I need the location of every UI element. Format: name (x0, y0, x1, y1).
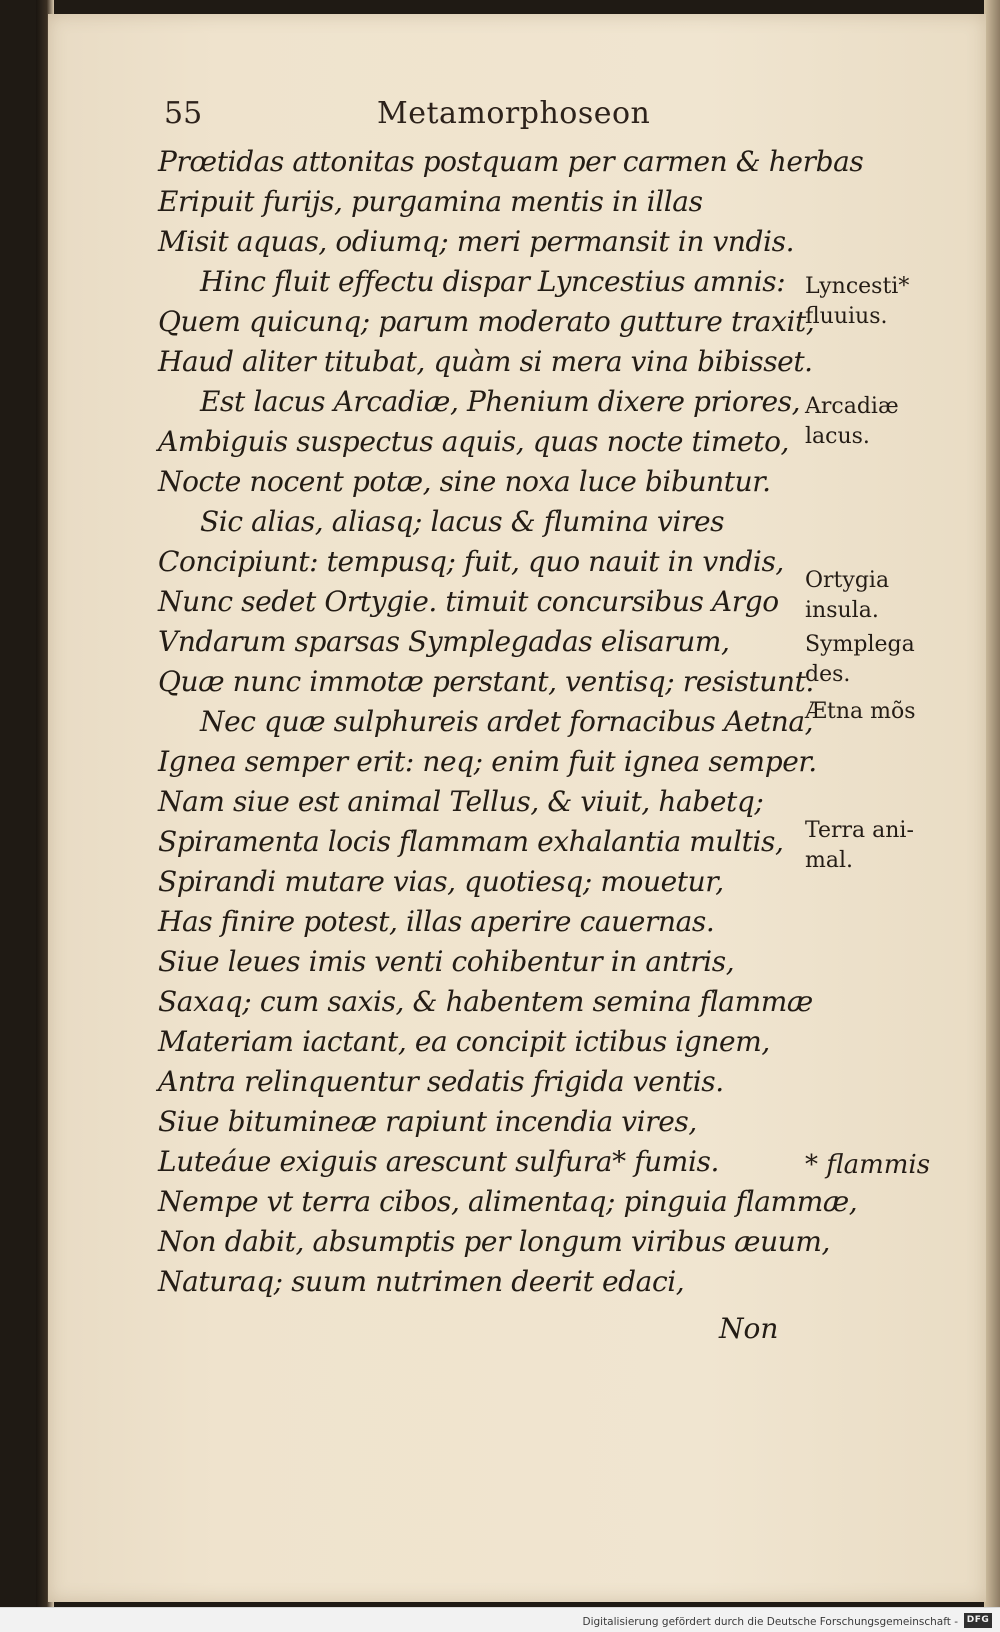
verse-line: Spiramenta locis flammam exhalantia multis, (158, 825, 784, 858)
verse-line: Materiam iactant, ea concipit ictibus ignem, (158, 1025, 770, 1058)
page-number: 55 (164, 96, 203, 131)
verse-line: Non dabit, absumptis per longum viribus æuum, (158, 1225, 831, 1258)
verse-line: Ambiguis suspectus aquis, quas nocte timeto, (158, 425, 790, 458)
verse-line: Hinc fluit effectu dispar Lyncestius amnis: (200, 265, 786, 298)
marginal-notes (805, 0, 955, 1600)
verse-line: Misit aquas, odiumq; meri permansit in vndis. (158, 225, 795, 258)
marginal-note: insula. (805, 598, 879, 623)
marginal-note: * flammis (805, 1150, 931, 1180)
verse-line: Nunc sedet Ortygie. timuit concursibus Argo (158, 585, 779, 618)
verse-line: Quæ nunc immotæ perstant, ventisq; resistunt. (158, 665, 814, 698)
marginal-note: lacus. (805, 424, 870, 449)
verse-line: Siue bitumineæ rapiunt incendia vires, (158, 1105, 697, 1138)
verse-line: Spirandi mutare vias, quotiesq; mouetur, (158, 865, 724, 898)
verse-line: Quem quicunq; parum moderato gutture traxit, (158, 305, 815, 338)
verse-line: Haud aliter titubat, quàm si mera vina bibisset. (158, 345, 813, 378)
marginal-note: Arcadiæ (805, 394, 899, 419)
verse-line: Nocte nocent potæ, sine noxa luce bibuntur. (158, 465, 771, 498)
marginal-note: fluuius. (805, 304, 888, 329)
footer-bar (0, 1607, 1000, 1632)
marginal-note: des. (805, 662, 851, 687)
verse-line: Nec quæ sulphureis ardet fornacibus Aetna, (200, 705, 814, 738)
verse-line: Sic alias, aliasq; lacus & flumina vires (200, 505, 725, 538)
marginal-note: Symplega (805, 632, 915, 657)
verse-line: Eripuit furijs, purgamina mentis in illas (158, 185, 703, 218)
marginal-note: Terra ani- (805, 818, 914, 843)
verse-line: Has finire potest, illas aperire cauernas. (158, 905, 715, 938)
marginal-note: Ætna mõs (805, 699, 916, 724)
funding-credit: Digitalisierung gefördert durch die Deutsche Forschungsgemeinschaft - (582, 1616, 958, 1628)
dfg-logo: DFG (964, 1613, 992, 1628)
page-edge (984, 0, 1000, 1632)
verse-line: Concipiunt: tempusq; fuit, quo nauit in vndis, (158, 545, 784, 578)
verse-line: Naturaq; suum nutrimen deerit edaci, (158, 1265, 685, 1298)
verse-line: Vndarum sparsas Symplegadas elisarum, (158, 625, 730, 658)
running-title: Metamorphoseon (377, 96, 651, 131)
verse-line: Saxaq; cum saxis, & habentem semina flammæ (158, 985, 813, 1018)
marginal-note: Ortygia (805, 568, 890, 593)
verse-line: Prœtidas attonitas postquam per carmen & herbas (158, 145, 864, 178)
marginal-note: Lyncesti* (805, 274, 910, 299)
verse-line: Ignea semper erit: neq; enim fuit ignea semper. (158, 745, 817, 778)
page-header (164, 92, 684, 136)
verse-line: Nam siue est animal Tellus, & viuit, habetq; (158, 785, 764, 818)
verse-line: Luteáue exiguis arescunt sulfura* fumis. (158, 1145, 719, 1178)
catchword: Non (719, 1312, 779, 1345)
verse-line: Est lacus Arcadiæ, Phenium dixere priores, (200, 385, 801, 418)
verse-line: Antra relinquentur sedatis frigida ventis. (158, 1065, 724, 1098)
verse-line: Siue leues imis venti cohibentur in antris, (158, 945, 735, 978)
verse-line: Nempe vt terra cibos, alimentaq; pinguia flammæ, (158, 1185, 858, 1218)
marginal-note: mal. (805, 848, 854, 873)
